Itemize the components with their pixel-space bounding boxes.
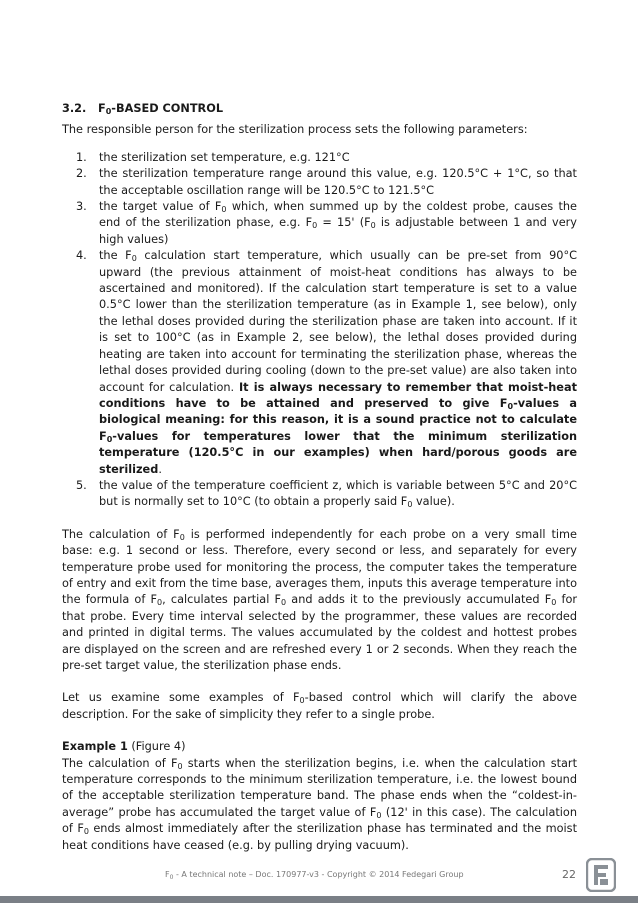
text: The calculation of F: [62, 756, 178, 770]
footer-copyright: - A technical note – Doc. 170977-v3 - Copyright © 2014 Fedegari Group: [173, 870, 464, 879]
list-item: [62, 478, 577, 511]
subscript: 0: [179, 532, 185, 542]
text: The calculation of F: [62, 527, 180, 541]
text: for that probe. Every time interval selected by the programmer, these values are recorded and printed in digital terms. The values accumulated by the coldest and hottest probes are displayed on the screen and are refreshed every 1 or 2 seconds. When they reach the pre-set target value, the sterilization phase ends.: [62, 593, 578, 672]
list-number: 4.: [76, 249, 87, 263]
page-number: 22: [562, 868, 576, 881]
example-heading: [62, 739, 577, 755]
subscript: 0: [131, 254, 137, 264]
subscript: 0: [177, 761, 183, 771]
calculation-paragraph: [62, 527, 577, 675]
subscript: 0: [507, 401, 514, 411]
section-title-prefix: F: [98, 102, 106, 115]
footer-f: F: [165, 870, 170, 879]
list-number: 1.: [76, 150, 87, 164]
section-heading: [62, 101, 577, 117]
subscript: 0: [157, 598, 163, 608]
subscript: 0: [221, 205, 227, 215]
text: , calculates partial F: [162, 593, 282, 607]
text: -based control which will clarify the above description. For the sake of simplicity they refer to a single probe.: [62, 691, 577, 721]
example-paragraph: [62, 756, 577, 854]
list-text: the sterilization set temperature, e.g. 121°C: [99, 150, 350, 164]
subscript: 0: [83, 827, 89, 837]
subscript: 0: [376, 810, 382, 820]
figure-reference: (Figure 4): [127, 740, 186, 754]
list-item: [62, 150, 577, 166]
subscript: 0: [312, 221, 318, 231]
text: starts when the sterilization begins, i.e. when the calculation start temperature corresponds to the minimum sterilization temperature, i.e. the lowest bound of the acceptable sterilization temperature band. The phase ends when the “coldest-in-average” probe has accumulated the target value of F: [62, 756, 578, 819]
intro-paragraph: The responsible person for the sterilization process sets the following parameters:: [62, 123, 528, 137]
footer-bar: [0, 896, 638, 903]
list-number: 2.: [76, 167, 87, 181]
text: Let us examine some examples of F: [62, 691, 300, 705]
section-title-suffix: -BASED CONTROL: [111, 102, 224, 115]
subscript: 0: [281, 598, 287, 608]
subscript: 0: [106, 434, 113, 444]
list-text: is adjustable between 1 and very high values): [99, 216, 577, 246]
parameter-list: [62, 150, 577, 511]
page-footer: [0, 858, 638, 903]
bold-text: -values a biological meaning: for this reason, it is a sound practice not to calculate F: [99, 396, 577, 443]
text: and adds it to the previously accumulated F: [286, 593, 552, 607]
list-text: = 15' (F: [317, 216, 371, 230]
text: is performed independently for each probe on a very small time base: e.g. 1 second or less. Therefore, every second or less, and separately for every temperature probe used for monitoring the process, the computer takes the temperature of entry and exit from the time base, averages them, inputs this average temperature into the formula of F: [62, 527, 578, 607]
examples-intro-paragraph: [62, 690, 577, 723]
bold-text: -values for temperatures lower that the minimum sterilization temperature (120.5°C in our examples) when hard/porous goods are sterilized: [99, 429, 577, 476]
list-text: the F: [99, 249, 132, 263]
list-text: calculation start temperature, which usually can be pre-set from 90°C upward (the previous attainment of moist-heat conditions has always to be ascertained and monitored). If the calculation start temperature is set to a value 0.5°C lower than the sterilization temperature (as in Example 1, see below), only the lethal doses provided during the sterilization phase are taken into account. If it is set to 100°C (as in Example 2, see below), the lethal doses provided during heating are taken into account for terminating the sterilization phase, whereas the lethal doses provided during cooling (down to the pre-set value) are also taken into account for calculation.: [99, 249, 577, 394]
footer-text: [165, 870, 464, 879]
text: ends almost immediately after the sterilization phase has terminated and the moist heat conditions have ceased (e.g. by pulling drying vacuum).: [62, 822, 577, 852]
list-text: the sterilization temperature range around this value, e.g. 120.5°C + 1°C, so that the acceptable oscillation range will be 120.5°C to 121.5°C: [99, 167, 577, 197]
list-item: [62, 248, 577, 478]
subscript: 0: [370, 221, 376, 231]
subscript: 0: [105, 107, 112, 116]
list-item: [62, 166, 577, 199]
document-body: [62, 101, 577, 854]
list-item: [62, 199, 577, 248]
subscript: 0: [169, 874, 174, 881]
text: (12' in this case). The calculation of F: [62, 805, 578, 836]
list-number: 5.: [76, 478, 87, 492]
subscript: 0: [407, 500, 413, 510]
section-number: 3.2.: [62, 102, 87, 115]
subscript: 0: [551, 598, 557, 608]
subscript: 0: [299, 696, 305, 706]
list-text: which, when summed up by the coldest probe, causes the end of the sterilization phase, e.g. F: [99, 200, 578, 230]
list-text: the target value of F: [99, 200, 222, 214]
emphasis: [99, 381, 577, 476]
list-number: 3.: [76, 200, 87, 214]
list-text: .: [158, 462, 162, 476]
list-text: the value of the temperature coefficient z, which is variable between 5°C and 20°C but is normally set to 10°C (to obtain a properly said F: [99, 478, 577, 509]
example-title: Example 1: [62, 740, 128, 754]
fedegari-logo-icon: [586, 858, 616, 892]
list-text: value).: [412, 495, 455, 509]
bold-text: It is always necessary to remember that moist-heat conditions have to be attained and preserved to give F: [99, 380, 577, 410]
